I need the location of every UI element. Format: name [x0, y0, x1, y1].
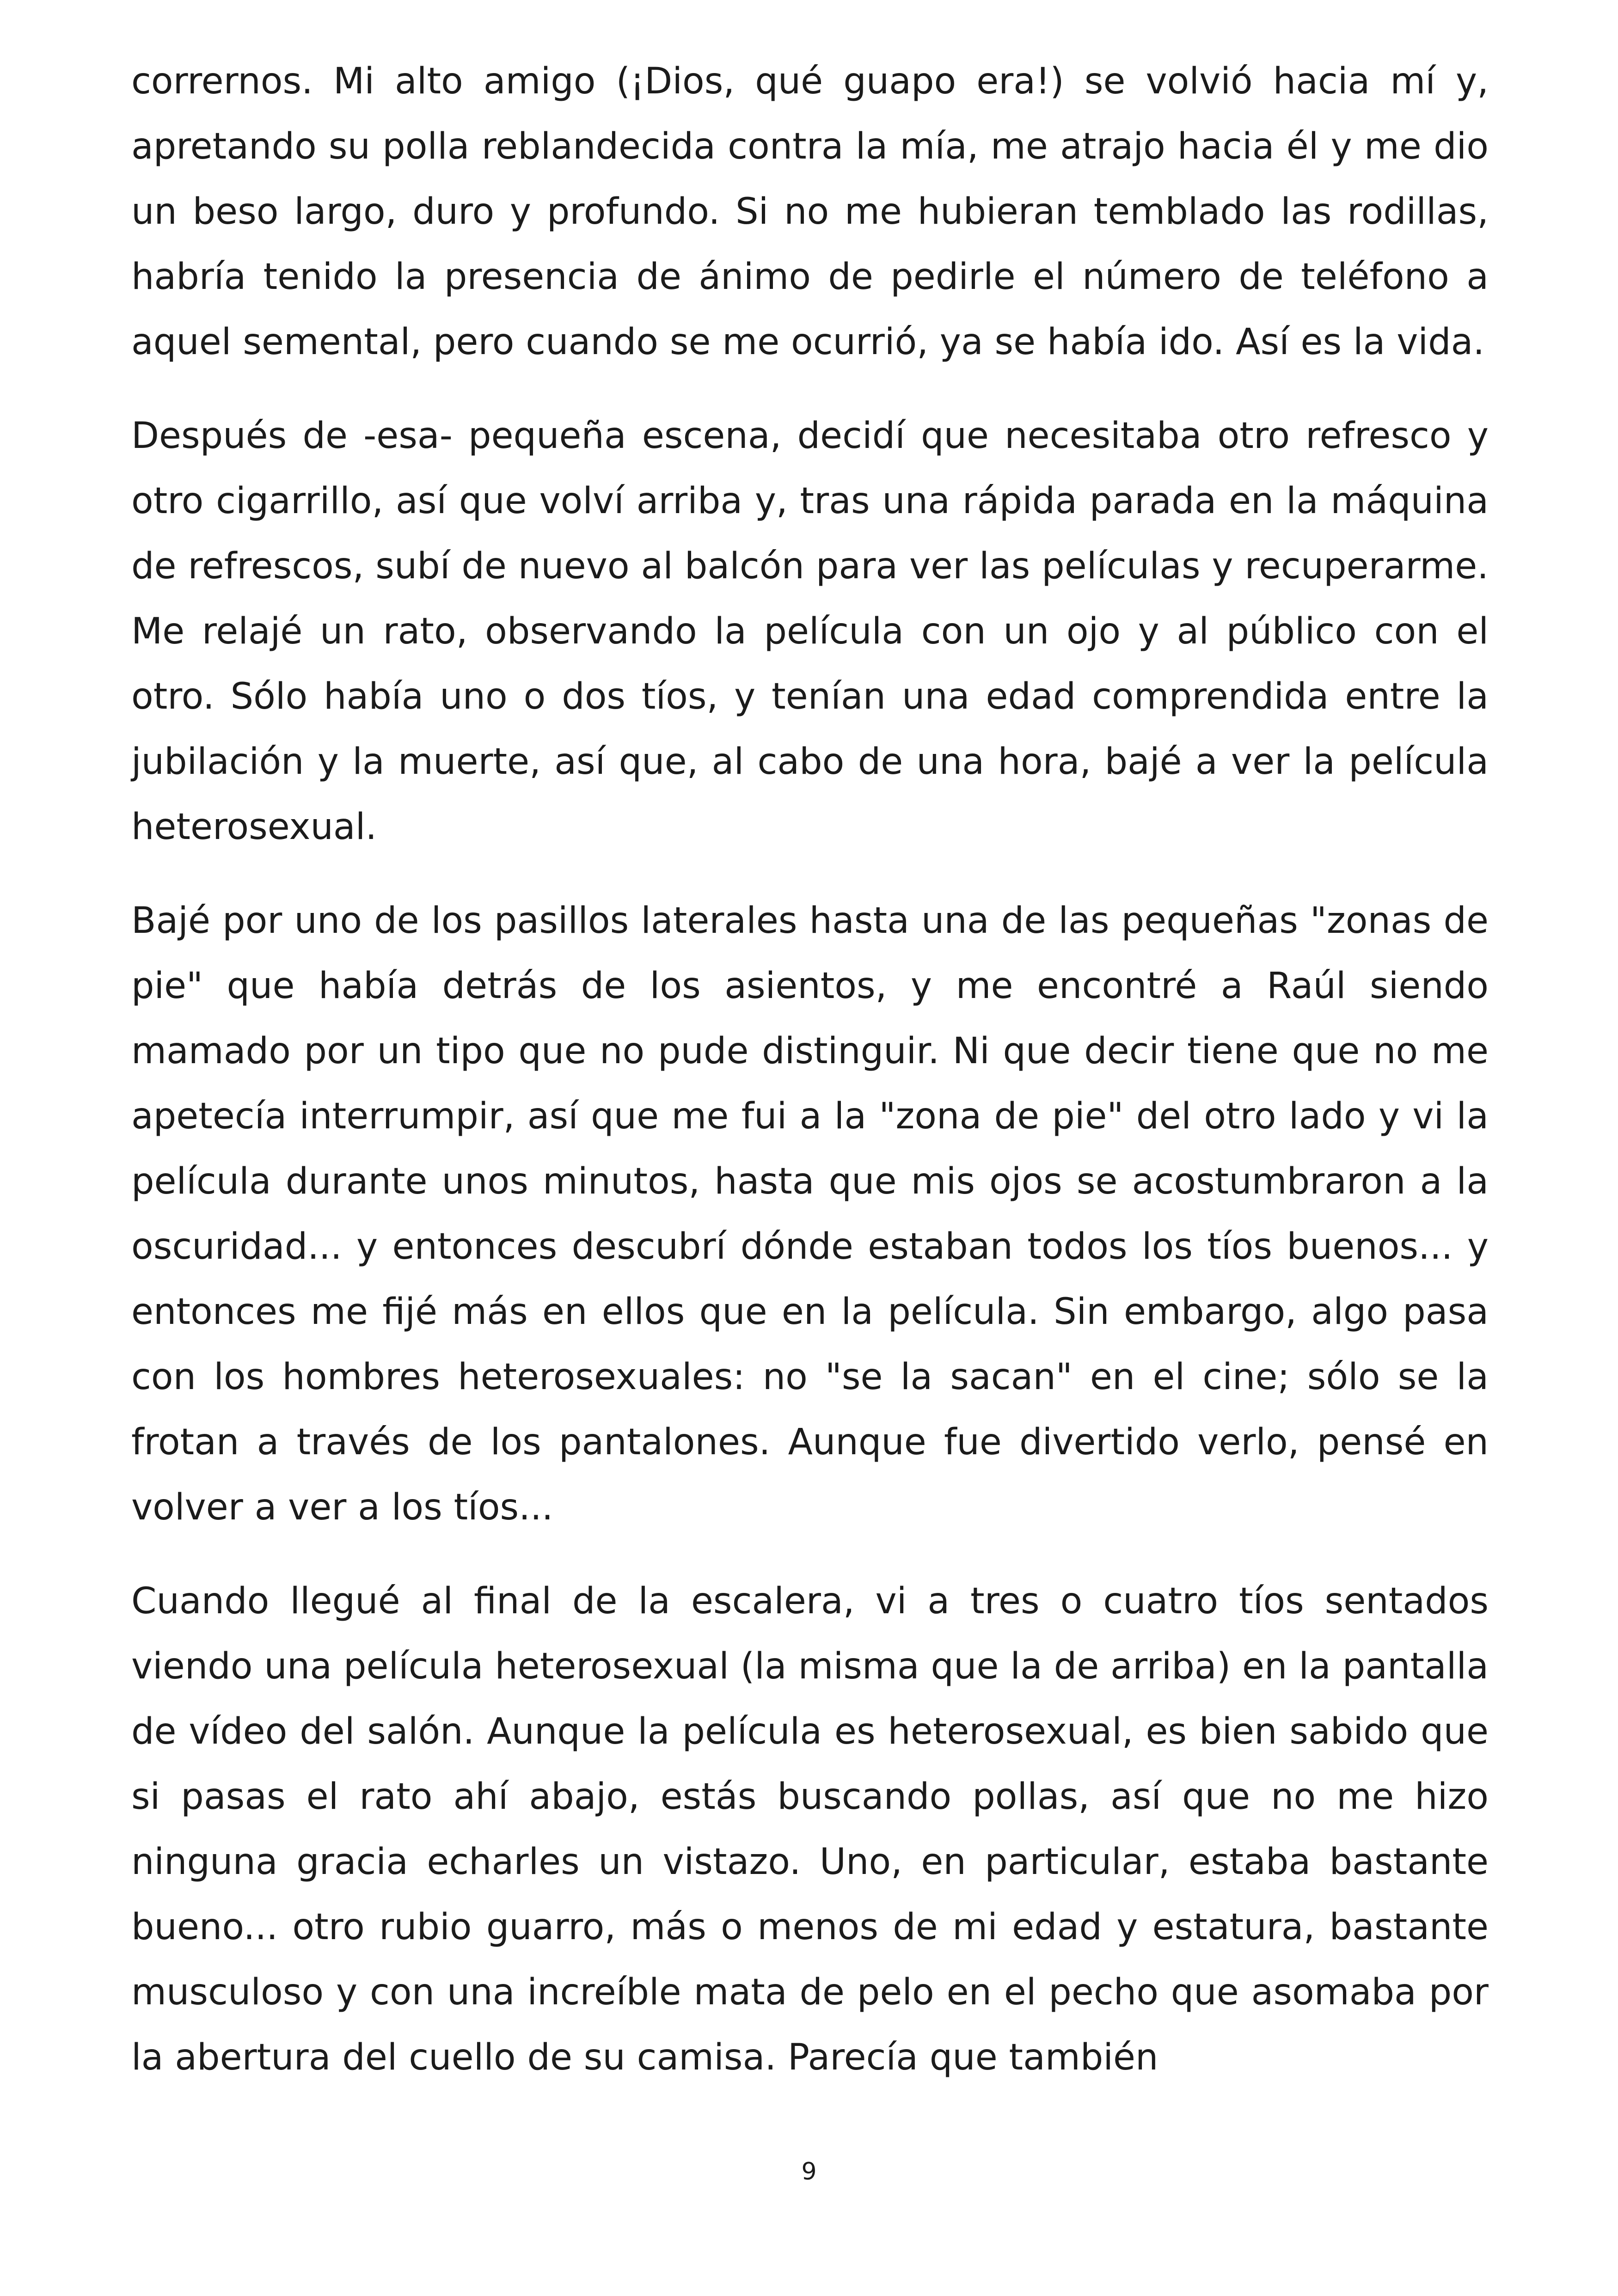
page-number: 9 — [801, 2158, 817, 2186]
paragraph-1: corrernos. Mi alto amigo (¡Dios, qué guapo era!) se volvió hacia mí y, apretando su polla reblandecida contra la mía, me atrajo hacia él y me dio un beso largo, duro y profundo. Si no me hubieran temblado las rodillas, habría tenido la presencia de ánimo de pedirle el número de teléfono a aquel semental, pero cuando se me ocurrió, ya se había ido. Así es la vida. — [131, 61, 1489, 363]
body-text — [131, 49, 1489, 2119]
paragraph-4: Cuando llegué al final de la escalera, vi a tres o cuatro tíos sentados viendo una película heterosexual (la misma que la de arriba) en la pantalla de vídeo del salón. Aunque la película es heterosexual, es bien sabido que si pasas el rato ahí abajo, estás buscando pollas, así que no me hizo ninguna gracia echarles un vistazo. Uno, en particular, estaba bastante bueno... otro rubio guarro, más o menos de mi edad y estatura, bastante musculoso y con una increíble mata de pelo en el pecho que asomaba por la abertura del cuello de su camisa. Parecía que también — [131, 1580, 1489, 2078]
paragraph-2: Después de -esa- pequeña escena, decidí que necesitaba otro refresco y otro cigarrillo, así que volví arriba y, tras una rápida parada en la máquina de refrescos, subí de nuevo al balcón para ver las películas y recuperarme. Me relajé un rato, observando la película con un ojo y al público con el otro. Sólo había uno o dos tíos, y tenían una edad comprendida entre la jubilación y la muerte, así que, al cabo de una hora, bajé a ver la película heterosexual. — [131, 415, 1489, 848]
paragraph-3: Bajé por uno de los pasillos laterales hasta una de las pequeñas "zonas de pie" que había detrás de los asientos, y me encontré a Raúl siendo mamado por un tipo que no pude distinguir. Ni que decir tiene que no me apetecía interrumpir, así que me fui a la "zona de pie" del otro lado y vi la película durante unos minutos, hasta que mis ojos se acostumbraron a la oscuridad... y entonces descubrí dónde estaban todos los tíos buenos... y entonces me fijé más en ellos que en la película. Sin embargo, algo pasa con los hombres heterosexuales: no "se la sacan" en el cine; sólo se la frotan a través de los pantalones. Aunque fue divertido verlo, pensé en volver a ver a los tíos... — [131, 900, 1489, 1528]
